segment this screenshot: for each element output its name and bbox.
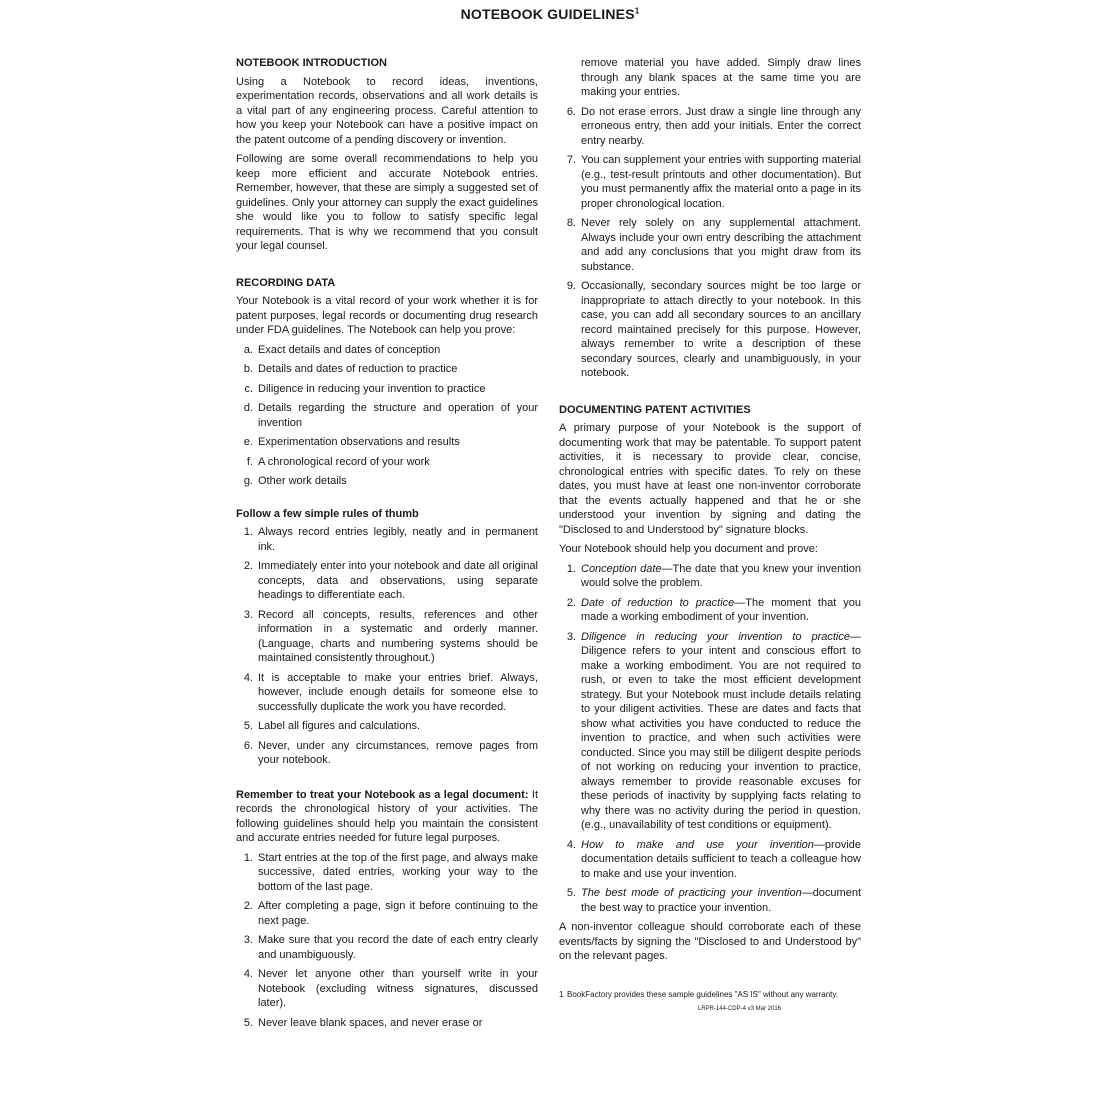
list-text: Details and dates of reduction to practice: [258, 363, 458, 375]
list-description: —The date that you knew your invention would solve the problem.: [581, 562, 861, 589]
footnote-mark: 1: [559, 989, 564, 999]
legal-continued-list: [559, 105, 861, 381]
list-item: [559, 838, 861, 882]
list-marker: 1.: [566, 562, 576, 575]
list-marker: 2.: [243, 900, 253, 912]
list-item: [236, 559, 538, 603]
left-column: [236, 56, 538, 1035]
list-marker: 5.: [243, 720, 253, 732]
list-marker: 4.: [243, 968, 253, 980]
legal-paragraph: [236, 788, 538, 846]
list-text: Never rely solely on any supplemental attachment. Always include your own entry describing the attachment and add any conclusions that you might draw from its substance.: [581, 217, 861, 273]
legal-section: [236, 788, 538, 1031]
list-marker: d.: [243, 402, 253, 414]
list-item: [236, 851, 538, 895]
list-marker: 8.: [566, 217, 576, 229]
list-text: Details regarding the structure and operation of your invention: [258, 402, 538, 429]
patent-list: [559, 562, 861, 916]
list-text: Make sure that you record the date of each entry clearly and unambiguously.: [258, 934, 538, 961]
recording-paragraph: Your Notebook is a vital record of your work whether it is for patent purposes, legal records or documenting drug research under FDA guidelines. The Notebook can help you prove:: [236, 295, 538, 336]
intro-paragraph-2: Following are some overall recommendations to help you keep more efficient and accurate Notebook entries. Remember, however, that these are simply a suggested set of guidelines. Only your attorney can supply the exact guidelines she would like you to follow to satisfy specific legal requirements. That is why we recommend that you consult your legal counsel.: [236, 153, 538, 252]
rules-list: [236, 525, 538, 768]
list-item: [236, 608, 538, 666]
footnote-text: BookFactory provides these sample guidelines "AS IS" without any warranty.: [567, 989, 838, 999]
list-text: Do not erase errors. Just draw a single line through any erroneous entry, then add your initials. Enter the correct entry nearby.: [581, 105, 861, 147]
list-item: [559, 562, 861, 591]
patent-section: [559, 403, 861, 964]
list-description: —The moment that you made a working embodiment of your invention.: [581, 596, 861, 623]
document-code: LRPR-144-CDP-4 v3 Mar 2016: [697, 1005, 781, 1012]
legal-lead: Remember to treat your Notebook as a legal document:: [236, 788, 529, 801]
list-marker: 6.: [243, 739, 253, 752]
rules-heading: Follow a few simple rules of thumb: [236, 507, 419, 520]
list-item: [236, 967, 538, 1011]
list-text: Immediately enter into your notebook and date all original concepts, data and observations, using separate headings to differentiate each.: [258, 560, 538, 601]
list-term: Date of reduction to practice: [581, 596, 735, 609]
patent-heading: DOCUMENTING PATENT ACTIVITIES: [559, 403, 751, 416]
list-marker: a.: [243, 343, 253, 356]
list-text: Exact details and dates of conception: [258, 343, 441, 356]
list-marker: 6.: [566, 105, 576, 118]
list-marker: 3.: [243, 934, 253, 946]
list-item: [236, 382, 538, 397]
list-text: You can supplement your entries with supporting material (e.g., test-result printouts and other documentation). But you must permanently affix the material onto a page in its proper chronological location.: [581, 154, 861, 210]
list-item: [559, 630, 861, 833]
list-text: [581, 562, 861, 591]
list-term: How to make and use your invention: [581, 838, 814, 851]
list-text: [581, 886, 861, 915]
patent-paragraph-3: A non-inventor colleague should corroborate each of these events/facts by signing the "Disclosed to and Understood by" on the relevant pages.: [559, 921, 861, 962]
list-text: Never let anyone other than yourself write in your Notebook (excluding witness signatures, discussed later).: [258, 968, 538, 1009]
footnote: [559, 990, 861, 1000]
list-item: [236, 739, 538, 768]
list-marker: 9.: [566, 280, 576, 292]
intro-section: [236, 56, 538, 254]
list-text: Label all figures and calculations.: [258, 720, 421, 732]
title-text: NOTEBOOK GUIDELINES: [460, 6, 635, 22]
list-item: [236, 435, 538, 450]
list-text: Other work details: [258, 475, 347, 487]
list-text: A chronological record of your work: [258, 455, 430, 468]
intro-paragraph-1: Using a Notebook to record ideas, inventions, experimentation records, observations and all work details is a vital part of any engineering process. Careful attention to how you keep your Notebook can have a positive impact on the patent outcome of a pending discovery or invention.: [236, 75, 538, 146]
recording-heading: RECORDING DATA: [236, 276, 336, 289]
recording-section: [236, 276, 538, 489]
list-marker: 3.: [243, 608, 253, 621]
list-text: Diligence in reducing your invention to practice: [258, 382, 486, 395]
list-item: [236, 362, 538, 377]
list-text: Record all concepts, results, references and other information in a systematic and orderly manner. (Language, charts and numbering systems should be maintained consistently throughout.): [258, 608, 538, 664]
list-item: [559, 596, 861, 625]
list-text: Occasionally, secondary sources might be too large or inappropriate to attach directly to your notebook. In this case, you can add all secondary sources to an ancillary record maintained precisely for this purpose. However, always remember to write a description of these secondary sources, clearly and unambiguously, in your notebook.: [581, 280, 861, 379]
legal-text: It records the chronological history of your activities. The following guidelines should help you maintain the consistent and accurate entries needed for future legal purposes.: [236, 788, 538, 844]
list-marker: 3.: [566, 630, 576, 643]
legal-continued-text: remove material you have added. Simply draw lines through any blank spaces at the same time you are making your entries.: [581, 57, 861, 98]
legal-list: [236, 851, 538, 1031]
list-item: [559, 886, 861, 915]
list-item: [236, 401, 538, 430]
list-text: [581, 630, 861, 833]
list-item: [559, 105, 861, 149]
list-marker: f.: [246, 455, 253, 468]
list-term: Conception date: [581, 562, 662, 575]
patent-paragraph-2: Your Notebook should help you document and prove:: [559, 543, 818, 555]
list-marker: 4.: [566, 838, 576, 851]
list-item: [559, 153, 861, 211]
list-description: —provide documentation details sufficient to teach a colleague how to make and use your invention.: [581, 838, 861, 880]
list-text: Always record entries legibly, neatly and in permanent ink.: [258, 526, 538, 553]
list-marker: e.: [243, 436, 253, 448]
rules-section: [236, 507, 538, 768]
recording-list: [236, 343, 538, 489]
list-item: [559, 279, 861, 381]
list-item: [236, 1016, 538, 1031]
list-text: Never leave blank spaces, and never erase or: [258, 1016, 483, 1029]
title-footnote-mark: 1: [634, 6, 640, 16]
list-marker: 1.: [243, 526, 253, 538]
list-item: [236, 474, 538, 489]
list-description: —document the best way to practice your invention.: [581, 887, 861, 914]
list-marker: 7.: [566, 154, 576, 166]
right-column: [559, 56, 861, 1016]
list-marker: 2.: [243, 560, 253, 572]
list-text: [581, 838, 861, 882]
list-item: [236, 525, 538, 554]
list-text: [581, 596, 861, 625]
list-marker: 2.: [566, 596, 576, 609]
list-term: The best mode of practicing your invention: [581, 887, 802, 899]
list-description: —Diligence refers to your intent and conscious effort to make a working embodiment. You are not required to rush, or even to take the most efficient development strategy. But your Notebook must include details relating to your diligent activities. These are dates and facts that show what activities you have conducted to reduce the invention to practice, and when such activities were conducted. Since you may still be diligent despite periods of not working on reducing your invention to practice, always remember to provide reasonable excuses for these periods of inactivity by supplying facts relating to why there was no activity during the period in question. (e.g., unavailability of test conditions or equipment).: [581, 630, 861, 831]
list-item: [236, 671, 538, 715]
list-marker: 4.: [243, 671, 253, 684]
patent-paragraph-1: A primary purpose of your Notebook is the support of documenting work that may be patentable. To support patent activities, it is necessary to provide clear, concise, chronological entries with specific dates. To rely on these dates, you must have at least one non-inventor corroborate that the events actually happened and that he or she understood your invention by signing and dating the "Disclosed to and Understood by" signature blocks.: [559, 422, 861, 536]
legal-continued: [559, 56, 861, 381]
list-item: [236, 933, 538, 962]
list-marker: 1.: [243, 851, 253, 864]
list-marker: b.: [243, 363, 253, 375]
list-item: [236, 455, 538, 470]
list-text: After completing a page, sign it before continuing to the next page.: [258, 900, 538, 927]
list-text: Start entries at the top of the first page, and always make successive, dated entries, working your way to the bottom of the last page.: [258, 851, 538, 893]
list-term: Diligence in reducing your invention to practice: [581, 630, 850, 643]
list-marker: g.: [243, 475, 253, 487]
list-text: Experimentation observations and results: [258, 436, 460, 448]
list-item: [236, 899, 538, 928]
list-item: [236, 343, 538, 358]
list-marker: 5.: [243, 1016, 253, 1029]
list-marker: c.: [244, 382, 253, 395]
list-item: [559, 216, 861, 274]
list-item: [236, 719, 538, 734]
intro-heading: NOTEBOOK INTRODUCTION: [236, 57, 387, 69]
list-marker: 5.: [566, 887, 576, 899]
list-text: Never, under any circumstances, remove pages from your notebook.: [258, 739, 538, 766]
list-text: It is acceptable to make your entries brief. Always, however, include enough details for someone else to successfully duplicate the work you have recorded.: [258, 671, 538, 713]
page-title: [0, 6, 1100, 22]
